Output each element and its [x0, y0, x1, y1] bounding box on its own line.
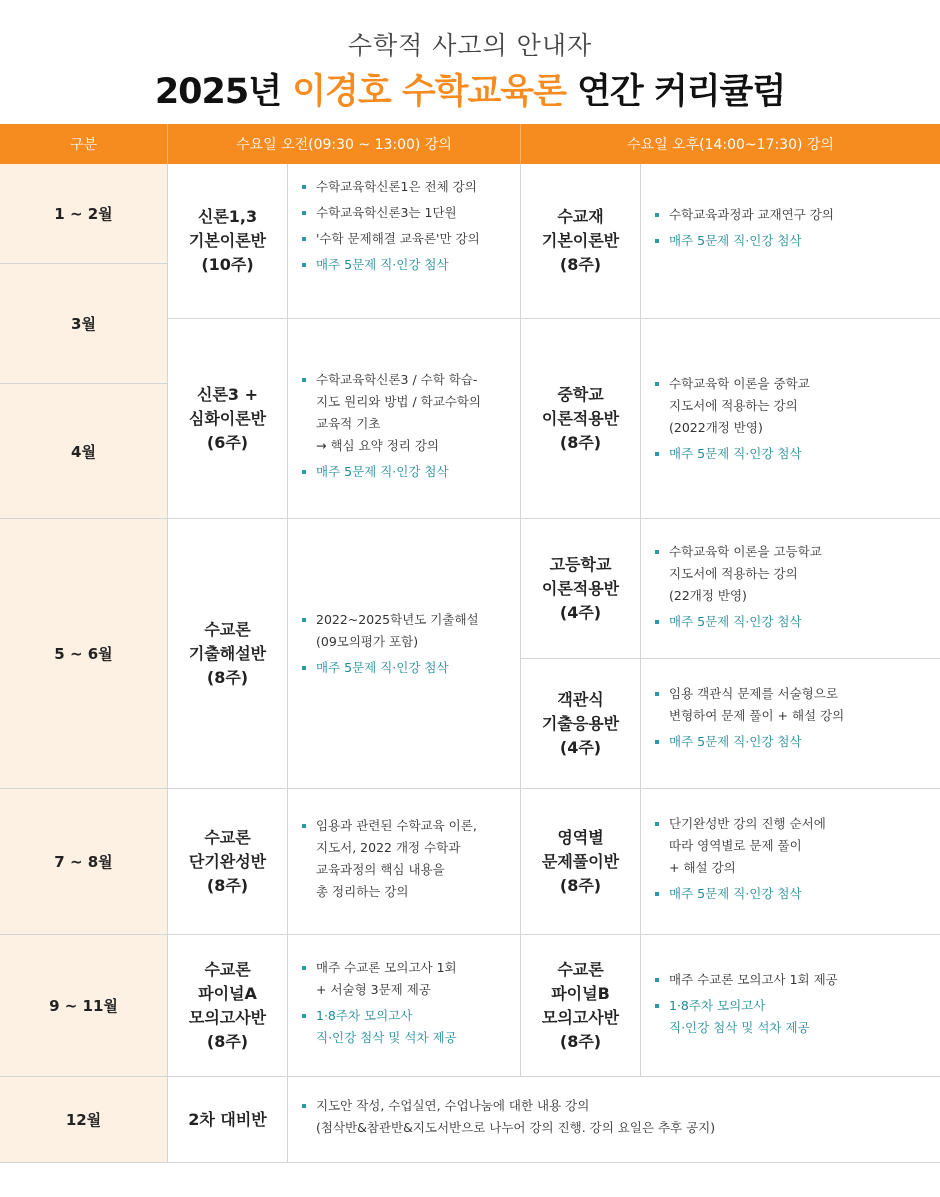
pm-class-name: [521, 164, 641, 319]
class-name-line: (8주): [559, 1031, 602, 1051]
pm-class-desc: [641, 519, 940, 659]
bullet-list: [302, 1095, 932, 1143]
class-name-line: (8주): [206, 1031, 249, 1051]
class-name-line: (8주): [559, 432, 602, 452]
pm-class-desc: [641, 935, 940, 1077]
pm-class-name: [521, 789, 641, 935]
title-highlight: 이경호 수학교육론: [292, 72, 566, 112]
bullet-line: 매주 수교론 모의고사 1회 제공: [669, 972, 838, 987]
class-name-line: 파이널B: [551, 983, 610, 1003]
am-class-name: [168, 789, 288, 935]
bullet-item: [302, 957, 512, 1001]
class-name-text: [189, 383, 266, 455]
class-name-line: 이론적용반: [541, 578, 620, 598]
title-rest: 연간 커리큘럼: [577, 72, 786, 112]
month-3: 3월: [0, 264, 168, 384]
col-header-category: 구분: [0, 124, 168, 164]
bullet-line: 임용 객관식 문제를 서술형으로: [669, 686, 838, 701]
bullet-line: 지도안 작성, 수업실연, 수업나눔에 대한 내용 강의: [316, 1098, 590, 1113]
class-name-text: [188, 1108, 267, 1132]
bullet-item: [302, 1095, 932, 1139]
pm-class-desc: [641, 319, 940, 519]
am-class-name: [168, 935, 288, 1077]
bullet-line: 수학교육학 이론을 고등학교: [669, 544, 822, 559]
month-9-11: 9 ~ 11월: [0, 935, 168, 1077]
bullet-line: 임용과 관련된 수학교육 이론,: [316, 818, 477, 833]
class-name-text: [542, 383, 619, 455]
pm-class-desc: [641, 659, 940, 789]
class-name-line: 신론1,3: [197, 207, 258, 226]
am-class-name: [168, 319, 288, 519]
bullet-item: [302, 202, 512, 224]
class-name-text: [189, 958, 266, 1054]
class-name-text: [542, 205, 619, 277]
class-name-line: (8주): [206, 875, 249, 895]
class-name-line: 고등학교: [549, 554, 612, 574]
bullet-line: (첨삭반&참관반&지도서반으로 나누어 강의 진행. 강의 요일은 추후 공지): [316, 1120, 716, 1135]
class-name-line: 객관식: [557, 689, 604, 709]
pm-class-name: [521, 519, 641, 659]
class-name-line: 단기완성반: [188, 851, 267, 871]
bullet-line: (2022개정 반영): [669, 420, 763, 435]
bullet-list: [655, 373, 932, 469]
bullet-item: [302, 609, 512, 653]
class-name-line: (8주): [559, 875, 602, 895]
class-name-line: 영역별: [557, 827, 604, 847]
subtitle: 수학적 사고의 안내자: [347, 31, 593, 60]
bullet-line: 매주 5문제 직·인강 첨삭: [669, 886, 802, 901]
month-7-8: 7 ~ 8월: [0, 789, 168, 935]
bullet-line: 1·8주차 모의고사: [669, 998, 766, 1013]
class-name-line: 수교론: [204, 619, 251, 639]
class-name-text: [189, 826, 266, 898]
bullet-item: [302, 815, 512, 903]
bullet-list: [302, 957, 512, 1053]
bullet-line: + 서술형 3문제 제공: [316, 982, 431, 997]
class-name-line: 기본이론반: [188, 231, 267, 250]
bullet-item: [655, 204, 932, 226]
bullet-line: (22개정 반영): [669, 588, 747, 603]
bullet-line: 수학교육학신론1은 전체 강의: [316, 179, 477, 194]
bullet-line: 매주 5문제 직·인강 첨삭: [316, 660, 449, 675]
title-year: 2025년: [154, 72, 282, 112]
dec-class-desc: [288, 1077, 940, 1163]
bullet-list: [655, 683, 932, 757]
bullet-item: [655, 995, 932, 1039]
class-name-line: 이론적용반: [541, 408, 620, 428]
class-name-line: 2차 대비반: [188, 1109, 267, 1129]
bullet-item: [302, 657, 512, 679]
month-4: 4월: [0, 384, 168, 519]
class-name-text: [542, 958, 619, 1054]
month-12: 12월: [0, 1077, 168, 1163]
col-header-morning: 수요일 오전(09:30 ~ 13:00) 강의: [168, 124, 521, 164]
class-name-line: 심화이론반: [188, 408, 267, 428]
am-class-desc: [288, 789, 521, 935]
bullet-line: 지도서, 2022 개정 수학과: [316, 840, 461, 855]
class-name-line: (4주): [559, 737, 602, 757]
bullet-line: 지도서에 적용하는 강의: [669, 566, 798, 581]
bullet-list: [655, 969, 932, 1043]
bullet-line: 총 정리하는 강의: [316, 884, 409, 899]
class-name-line: 신론3 +: [196, 384, 259, 404]
page-title: [0, 64, 940, 114]
bullet-item: [655, 373, 932, 439]
class-name-line: 파이널A: [198, 983, 257, 1003]
bullet-list: [655, 541, 932, 637]
bullet-line: 단기완성반 강의 진행 순서에: [669, 816, 826, 831]
pm-class-desc: [641, 789, 940, 935]
bullet-list: [655, 204, 932, 256]
class-name-line: 수교론: [204, 827, 251, 847]
bullet-item: [302, 176, 512, 198]
bullet-line: 수학교육학 이론을 중학교: [669, 376, 810, 391]
bullet-line: 따라 영역별로 문제 풀이: [669, 838, 802, 853]
am-class-desc: [288, 319, 521, 519]
class-name-text: [542, 688, 619, 760]
am-class-name: [168, 164, 288, 319]
bullet-line: 매주 5문제 직·인강 첨삭: [316, 257, 449, 272]
bullet-line: 변형하여 문제 풀이 + 해설 강의: [669, 708, 845, 723]
class-name-line: 기출해설반: [188, 643, 267, 663]
bullet-line: 수학교육학신론3 / 수학 학습-: [316, 372, 478, 387]
bullet-list: [302, 176, 512, 280]
bullet-list: [655, 813, 932, 909]
class-name-text: [542, 826, 619, 898]
class-name-line: (8주): [206, 667, 249, 687]
bullet-item: [655, 541, 932, 607]
bullet-line: '수학 문제해결 교육론'만 강의: [316, 231, 480, 246]
bullet-line: + 해설 강의: [669, 860, 736, 875]
class-name-line: 수교재: [557, 207, 604, 226]
bullet-line: 매주 5문제 직·인강 첨삭: [669, 614, 802, 629]
bullet-line: 수학교육학신론3는 1단원: [316, 205, 457, 220]
bullet-item: [655, 969, 932, 991]
bullet-line: 매주 5문제 직·인강 첨삭: [316, 464, 449, 479]
bullet-line: 2022~2025학년도 기출해설: [316, 612, 479, 627]
bullet-item: [655, 443, 932, 465]
bullet-line: 교육과정의 핵심 내용을: [316, 862, 445, 877]
bullet-line: 지도서에 적용하는 강의: [669, 398, 798, 413]
class-name-line: 수교론: [204, 959, 251, 979]
bullet-line: 매주 수교론 모의고사 1회: [316, 960, 457, 975]
bullet-item: [655, 611, 932, 633]
class-name-line: 문제풀이반: [541, 851, 620, 871]
bullet-line: 1·8주차 모의고사: [316, 1008, 413, 1023]
class-name-line: (6주): [206, 432, 249, 452]
pm-class-desc: [641, 164, 940, 319]
bullet-item: [655, 731, 932, 753]
month-5-6: 5 ~ 6월: [0, 519, 168, 789]
bullet-line: → 핵심 요약 정리 강의: [316, 438, 439, 453]
pm-class-name: [521, 935, 641, 1077]
class-name-line: 중학교: [557, 384, 604, 404]
bullet-line: 직·인강 첨삭 및 석차 제공: [316, 1030, 457, 1045]
bullet-item: [655, 883, 932, 905]
bullet-line: 수학교육과정과 교재연구 강의: [669, 207, 834, 222]
bullet-line: 교육적 기초: [316, 416, 381, 431]
class-name-line: 기출응용반: [541, 713, 620, 733]
dec-class-name: [168, 1077, 288, 1163]
class-name-line: (8주): [559, 255, 602, 274]
class-name-text: [189, 618, 266, 690]
bullet-line: 매주 5문제 직·인강 첨삭: [669, 233, 802, 248]
bullet-list: [302, 815, 512, 907]
bullet-item: [655, 230, 932, 252]
am-class-desc: [288, 935, 521, 1077]
bullet-item: [302, 1005, 512, 1049]
col-header-afternoon: 수요일 오후(14:00~17:30) 강의: [521, 124, 940, 164]
bullet-item: [655, 683, 932, 727]
bullet-list: [302, 369, 512, 487]
class-name-line: 모의고사반: [188, 1007, 267, 1027]
bullet-line: 지도 원리와 방법 / 학교수학의: [316, 394, 482, 409]
am-class-desc: [288, 164, 521, 319]
class-name-text: [189, 205, 266, 277]
class-name-line: 기본이론반: [541, 231, 620, 250]
bullet-line: 직·인강 첨삭 및 석차 제공: [669, 1020, 810, 1035]
bullet-item: [302, 228, 512, 250]
pm-class-name: [521, 659, 641, 789]
class-name-line: 수교론: [557, 959, 604, 979]
bullet-item: [302, 369, 512, 457]
class-name-line: (4주): [559, 602, 602, 622]
bullet-item: [655, 813, 932, 879]
am-class-name: [168, 519, 288, 789]
pm-class-name: [521, 319, 641, 519]
bullet-item: [302, 254, 512, 276]
bullet-line: (09모의평가 포함): [316, 634, 419, 649]
bullet-line: 매주 5문제 직·인강 첨삭: [669, 446, 802, 461]
class-name-line: 모의고사반: [541, 1007, 620, 1027]
class-name-line: (10주): [201, 255, 254, 274]
bullet-item: [302, 461, 512, 483]
class-name-text: [542, 553, 619, 625]
month-1-2: 1 ~ 2월: [0, 164, 168, 264]
am-class-desc: [288, 519, 521, 789]
bullet-line: 매주 5문제 직·인강 첨삭: [669, 734, 802, 749]
bullet-list: [302, 609, 512, 683]
